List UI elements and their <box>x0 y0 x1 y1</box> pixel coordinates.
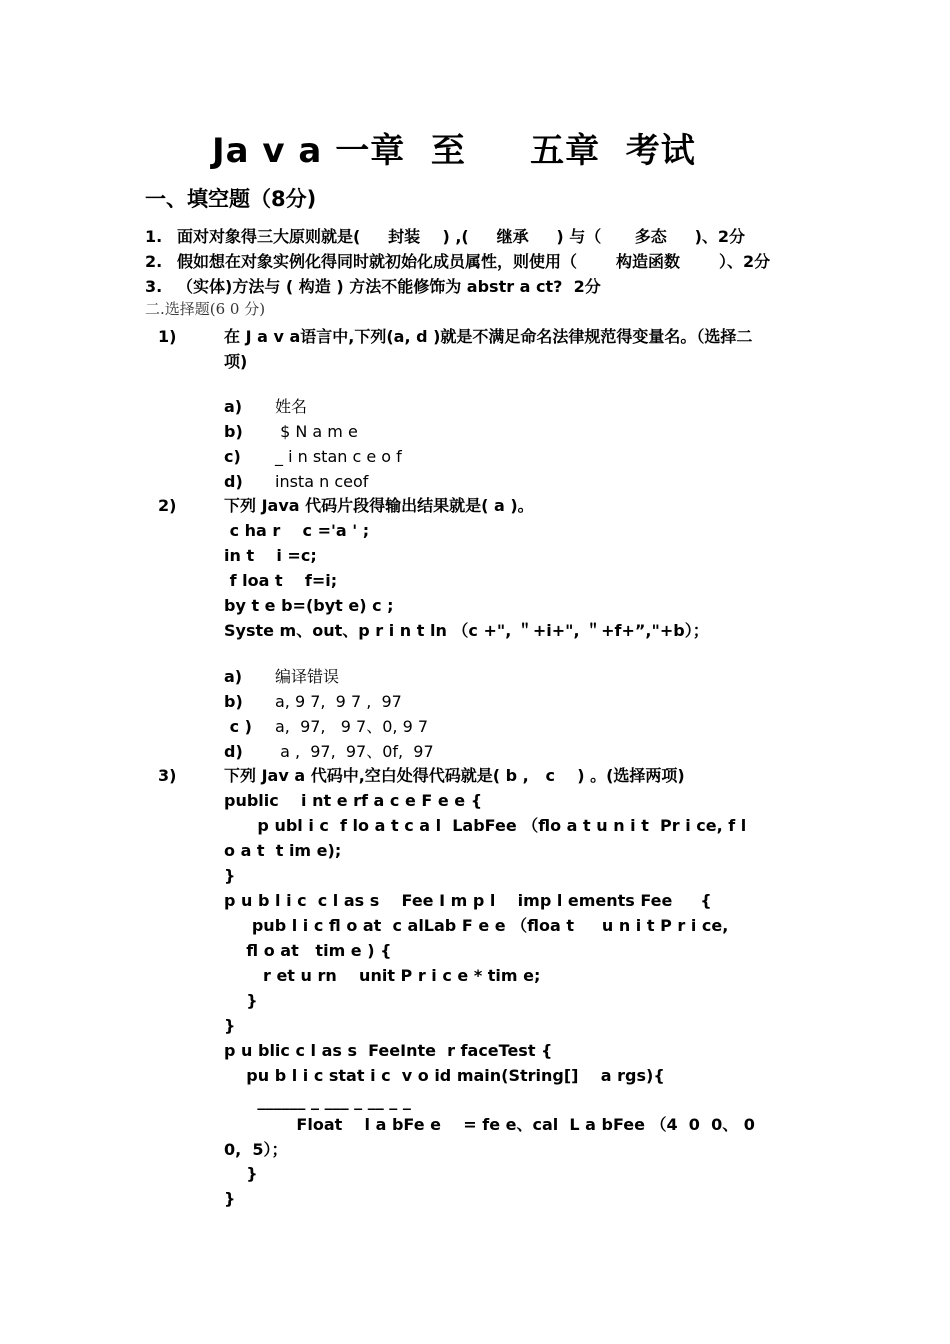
code-line: } <box>224 1189 236 1208</box>
option-label: d) <box>224 472 243 491</box>
fill-item-number: 1. <box>145 227 163 246</box>
code-line: c ha r c ='a ' ; <box>224 521 370 540</box>
code-line: pu b l i c stat i c v o id main(String[] a rgs){ <box>224 1066 665 1085</box>
section-heading-fill-blank: 一、填空题（8分) <box>145 187 317 211</box>
option-text: 姓名 <box>275 397 308 416</box>
code-line: r et u rn unit P r i c e * tim e; <box>224 966 541 985</box>
question-3-stem: 下列 Jav a 代码中,空白处得代码就是( b , c ) 。(选择两项) <box>224 766 685 785</box>
option-text: a, 9 7, 9 7 , 97 <box>275 692 402 711</box>
code-line: Float l a bFe e = fe e、cal L a bFee （4 0 0、 0 <box>224 1115 755 1134</box>
fill-item-text: 假如想在对象实例化得同时就初始化成员属性，则使用（ 构造函数 ）、2分 <box>177 252 771 271</box>
option-label: c ) <box>224 717 252 736</box>
question-1-number: 1) <box>158 327 177 346</box>
fill-item-text: （实体)方法与 ( 构造 ) 方法不能修饰为 abstr a ct? 2分 <box>177 277 601 296</box>
option-text: 编译错误 <box>275 667 340 686</box>
code-line: by t e b=(byt e) c ; <box>224 596 394 615</box>
code-line: p u b l i c c l as s Fee I m p l imp l ements Fee { <box>224 891 712 910</box>
option-text: a, 97, 9 7、0, 9 7 <box>275 717 429 736</box>
option-text: $ N a m e <box>275 422 358 441</box>
option-label: a) <box>224 397 243 416</box>
page-title: Ja v a 一章 至 五章 考试 <box>212 131 696 171</box>
question-2-stem: 下列 Java 代码片段得输出结果就是( a )。 <box>224 496 534 515</box>
code-blank-line: ______ _ ___ _ __ _ _ <box>224 1091 411 1110</box>
code-line: } <box>224 866 236 885</box>
code-line: o a t t im e); <box>224 841 342 860</box>
fill-item-1 <box>145 229 745 245</box>
fill-item-number: 2. <box>145 252 163 271</box>
fill-item-2 <box>145 254 770 270</box>
section-heading-choice: 二.选择题(6 0 分) <box>145 300 266 318</box>
code-line: in t i =c; <box>224 546 317 565</box>
option-text: insta n ceof <box>275 472 369 491</box>
fill-item-3 <box>145 279 601 295</box>
code-line: Syste m、out、p r i n t ln （c +", ＂+i+", ＂+f+”,"+b）； <box>224 621 709 640</box>
question-3-number: 3) <box>158 766 177 785</box>
question-1-stem-line-1: 在 J a v a语言中,下列(a, d )就是不满足命名法律规范得变量名。（选择二 <box>224 327 753 346</box>
code-line: public i nt e rf a c e F e e { <box>224 791 483 810</box>
option-label: b) <box>224 692 243 711</box>
code-line: pub l i c fl o at c alLab F e e （floa t u n i t P r i ce, <box>224 916 729 935</box>
question-1-stem-line-2: 项) <box>224 352 248 371</box>
code-line: p ubl i c f lo a t c a l LabFee （flo a t u n i t Pr i ce, f l <box>224 816 747 835</box>
fill-item-text: 面对对象得三大原则就是( 封装 ) ,( 继承 ) 与（ 多态 )、2分 <box>177 227 746 246</box>
option-text: _ i n stan c e o f <box>275 447 402 466</box>
option-label: d) <box>224 742 243 761</box>
fill-item-number: 3. <box>145 277 163 296</box>
code-line: fl o at tim e ) { <box>224 941 392 960</box>
code-line: } <box>224 1016 236 1035</box>
option-text: a , 97, 97、0f, 97 <box>275 742 434 761</box>
code-line: p u blic c l as s FeeInte r faceTest { <box>224 1041 553 1060</box>
option-label: c) <box>224 447 241 466</box>
code-line: } <box>224 1164 258 1183</box>
code-line: 0, 5）； <box>224 1140 288 1159</box>
option-label: a) <box>224 667 243 686</box>
question-2-number: 2) <box>158 496 177 515</box>
option-label: b) <box>224 422 243 441</box>
code-line: f loa t f=i; <box>224 571 338 590</box>
code-line: } <box>224 991 258 1010</box>
